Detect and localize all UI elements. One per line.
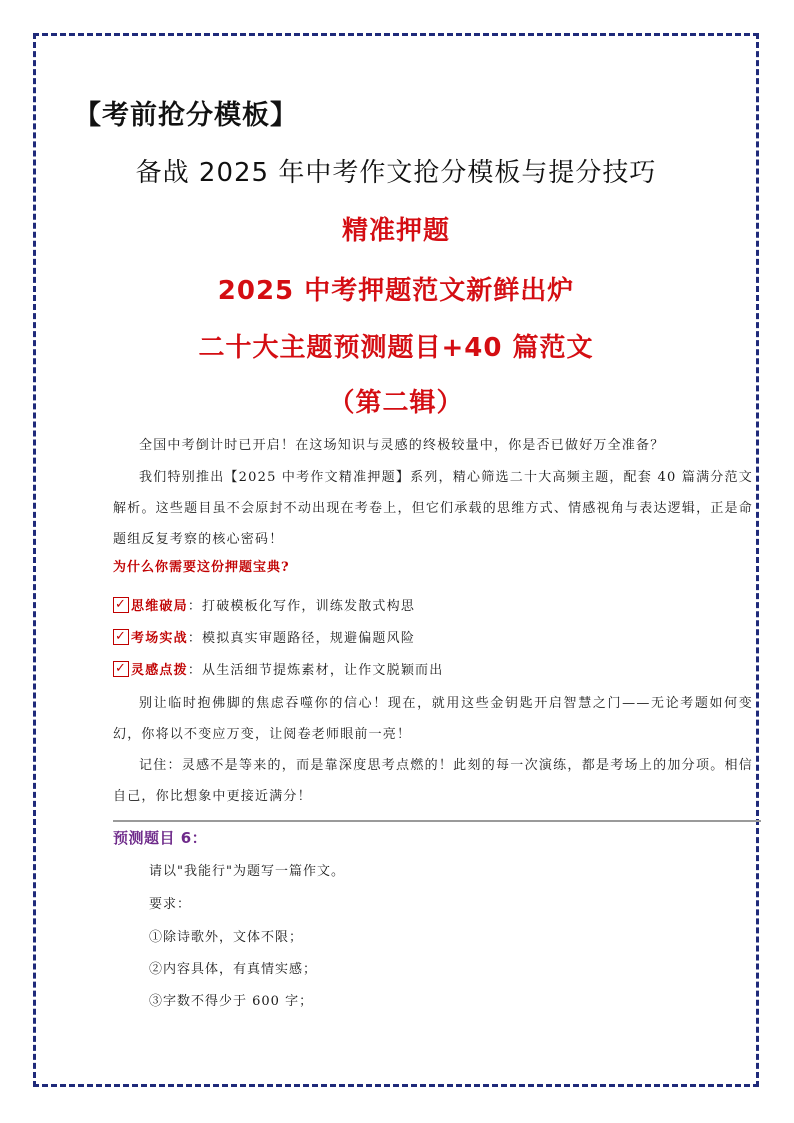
check-item-label: 考场实战 xyxy=(131,631,188,646)
main-title: 备战 2025 年中考作文抢分模板与提分技巧 xyxy=(135,158,657,188)
check-item-thinking xyxy=(113,595,415,614)
intro-paragraph-1: 全国中考倒计时已开启！在这场知识与灵感的终极较量中，你是否已做好万全准备？ xyxy=(139,438,665,453)
intro-paragraph-4: 记住：灵感不是等来的，而是靠深度思考点燃的！此刻的每一次演练，都是考场上的加分项。相信自己，你比想象中更接近满分！ xyxy=(113,758,753,804)
subtitle-precise: 精准押题 xyxy=(341,216,450,246)
check-item-text: ：模拟真实审题路径，规避偏题风险 xyxy=(187,631,416,646)
requirements-heading: 要求： xyxy=(149,897,192,912)
subtitle-volume: （第二辑） xyxy=(328,388,464,418)
check-item-practice xyxy=(113,627,415,646)
requirement-item: ②内容具体，有真情实感； xyxy=(149,962,318,977)
checkbox-checked-icon: ✓ xyxy=(114,629,128,644)
requirement-item: ①除诗歌外，文体不限； xyxy=(149,930,304,945)
check-item-text: ：打破模板化写作，训练发散式构思 xyxy=(187,599,416,614)
section-divider xyxy=(113,820,761,822)
check-item-inspiration xyxy=(113,659,443,678)
checkbox-checked-icon: ✓ xyxy=(114,661,128,676)
prediction-prompt: 请以"我能行"为题写一篇作文。 xyxy=(149,864,345,879)
check-item-text: ：从生活细节提炼素材，让作文脱颖而出 xyxy=(187,663,444,678)
prediction-title: 预测题目 6： xyxy=(113,829,208,847)
subtitle-essays: 2025 中考押题范文新鲜出炉 xyxy=(217,276,575,306)
tag-title: 【考前抢分模板】 xyxy=(74,100,298,131)
checkbox-checked-icon: ✓ xyxy=(114,597,128,612)
check-item-label: 思维破局 xyxy=(131,599,188,614)
intro-paragraph-2: 我们特别推出【2025 中考作文精准押题】系列，精心筛选二十大高频主题，配套 40 篇满分范文解析。这些题目虽不会原封不动出现在考卷上，但它们承载的思维方式、情感视角与表达逻辑，正是命题组反复考察的核心密码！ xyxy=(113,470,753,547)
check-item-label: 灵感点拨 xyxy=(131,663,188,678)
intro-paragraph-3: 别让临时抱佛脚的焦虑吞噬你的信心！现在，就用这些金钥匙开启智慧之门——无论考题如何变幻，你将以不变应万变，让阅卷老师眼前一亮！ xyxy=(113,696,753,742)
subtitle-topics: 二十大主题预测题目+40 篇范文 xyxy=(198,333,594,363)
why-heading: 为什么你需要这份押题宝典? xyxy=(113,560,290,575)
requirement-item: ③字数不得少于 600 字； xyxy=(149,994,314,1009)
